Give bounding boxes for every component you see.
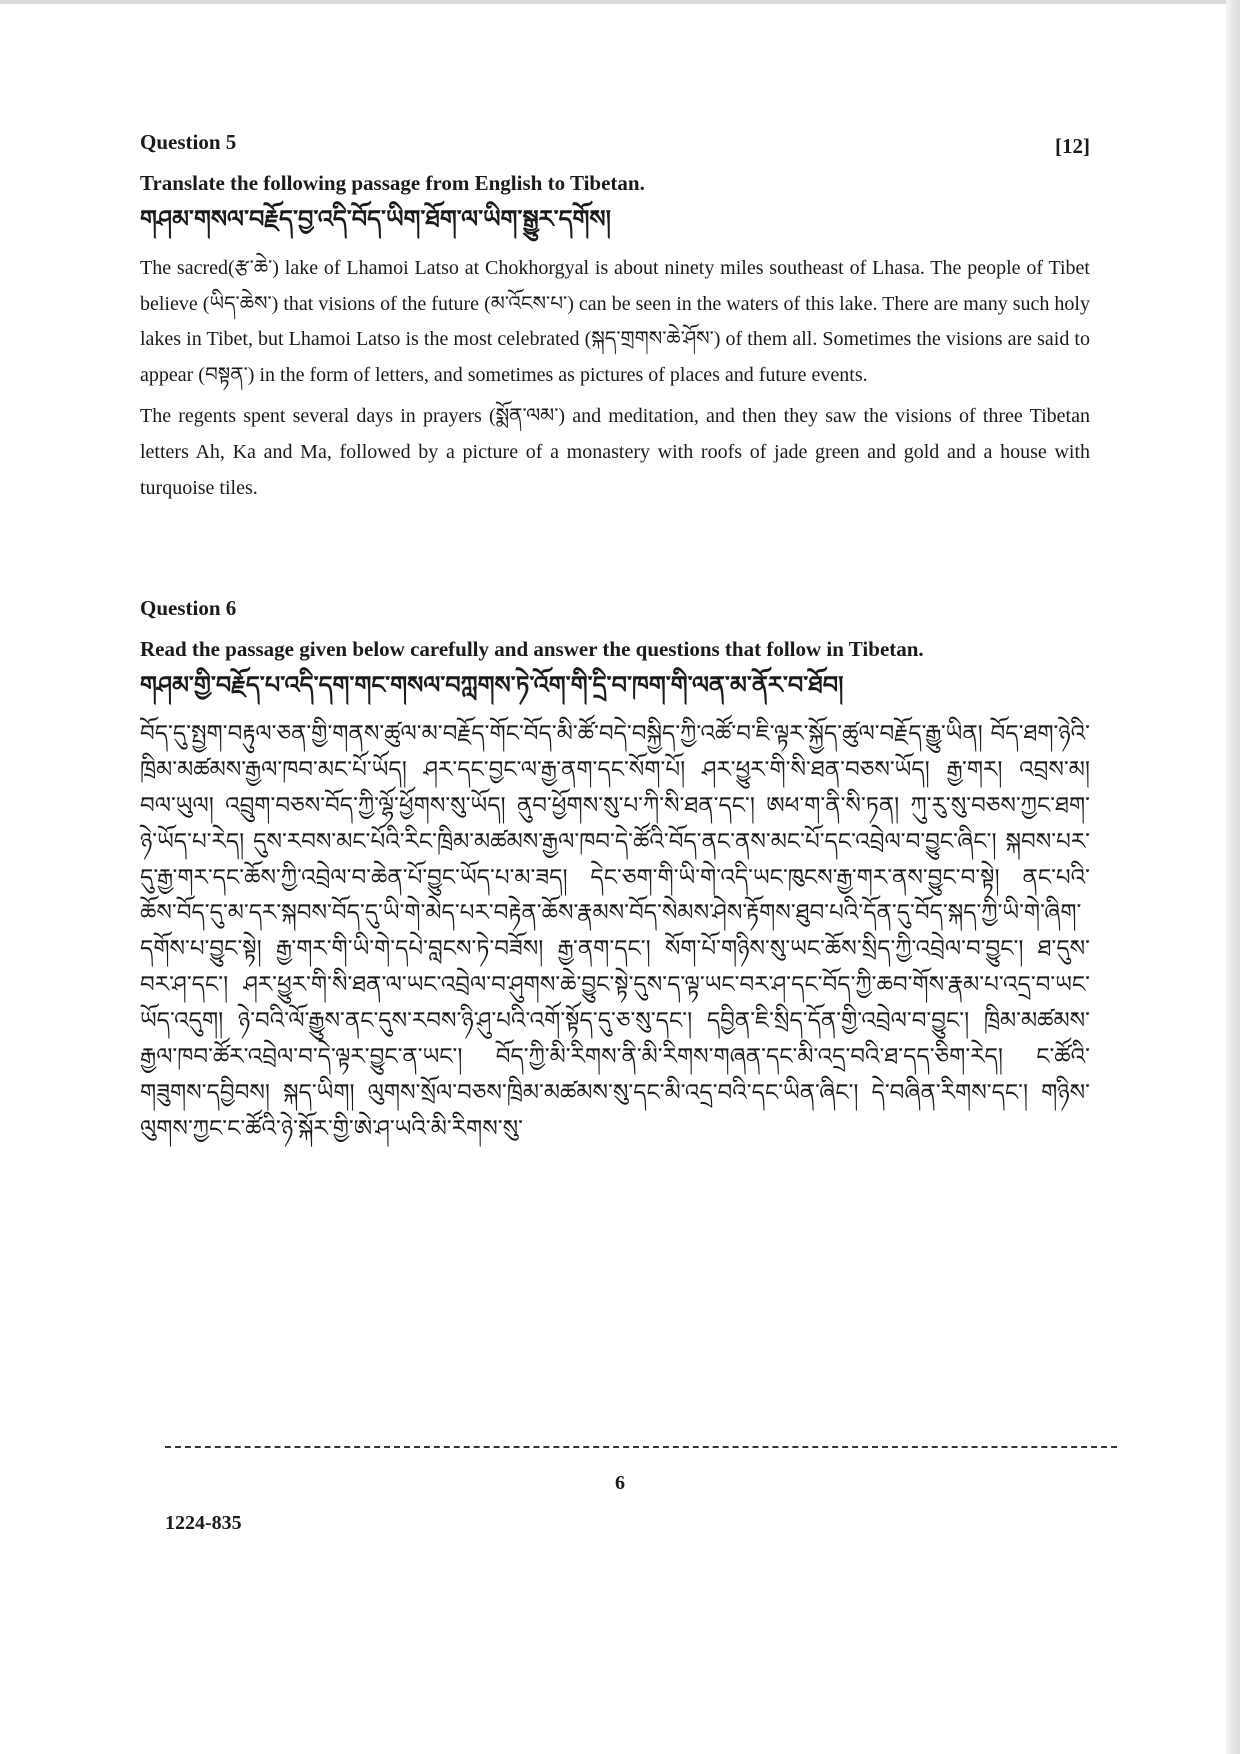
- page-number: 6: [615, 1472, 625, 1494]
- question-6: [140, 596, 1090, 1147]
- question-5-paragraph-2: The regents spent several days in prayers (སྨོན་ལམ་) and meditation, and then they saw the visions of three Tibetan letters Ah, Ka and Ma, followed by a picture of a monastery with roofs of jade green and gold and a house with turquoise tiles.: [140, 405, 1090, 499]
- question-6-instruction-tibetan: གཤམ་གྱི་བརྗོད་པ་འདི་དག་གང་གསལ་བཀླགས་ཏེ་འོག་གི་དྲི་བ་ཁག་གི་ལན་མ་ནོར་བ་ཐོབ།: [140, 671, 844, 700]
- section-gap: [140, 512, 1090, 596]
- question-5: [140, 130, 1090, 506]
- question-5-instruction: Translate the following passage from English to Tibetan.: [140, 171, 645, 195]
- paper-code: 1224-835: [165, 1512, 242, 1534]
- question-5-instruction-tibetan: གཤམ་གསལ་བརྗོད་བྱ་འདི་བོད་ཡིག་ཐོག་ལ་ཡིག་སྒྱུར་དགོས།: [140, 205, 611, 234]
- question-5-heading: Question 5: [140, 130, 237, 154]
- exam-page: [140, 130, 1090, 1148]
- scan-top-shadow: [0, 0, 1240, 4]
- question-marks: [12]: [1055, 134, 1090, 158]
- footer-divider: [165, 1446, 1117, 1448]
- question-6-instruction: Read the passage given below carefully and answer the questions that follow in Tibetan.: [140, 637, 924, 662]
- question-5-paragraph-1: The sacred(རྩ་ཆེ་) lake of Lhamoi Latso at Chokhorgyal is about ninety miles southeast of Lhasa. The people of Tibet believe (ཡིད་ཆེས་) that visions of the future (མ་འོངས་པ་) can be seen in the waters of this lake. There are many such holy lakes in Tibet, but Lhamoi Latso is the most celebrated (སྐད་གྲགས་ཆེ་ཤོས་) of them all. Sometimes the visions are said to appear (བསྟན་) in the form of letters, and sometimes as pictures of places and future events.: [140, 256, 1090, 386]
- question-6-passage: བོད་དུ་སྤྱག་བརྟུལ་ཅན་གྱི་གནས་ཚུལ་མ་བརྗོད་གོང་བོད་མི་ཚོ་བདེ་བསྐྱིད་ཀྱི་འཚོ་བ་ཇི་ལྟར་སྐྱོད་ཚུལ་བརྗོད་རྒྱུ་ཡིན། བོད་ཐག་ཉེའི་ཁྲིམ་མཚམས་རྒྱལ་ཁབ་མང་པོ་ཡོད། ཤར་དང་བྱང་ལ་རྒྱ་ནག་དང་སོག་པོ། ཤར་ཕྱུར་གི་སི་ཐན་བཅས་ཡོད། རྒྱ་གར། འབྲས་མ། བལ་ཡུལ། འབྲུག་བཅས་བོད་ཀྱི་ལྷོ་ཕྱོགས་སུ་ཡོད། ནུབ་ཕྱོགས་སུ་པ་ཀི་སི་ཐན་དང་། ཨཕ་ག་ནི་སི་ཏན། ཀུ་རུ་སུ་བཅས་ཀྱང་ཐག་ཉེ་ཡོད་པ་རེད། དུས་རབས་མང་པོའི་རིང་ཁྲིམ་མཚམས་རྒྱལ་ཁབ་དེ་ཚོའི་བོད་ནང་ནས་མང་པོ་དང་འབྲེལ་བ་བྱུང་ཞིང་། སྐབས་པར་དུ་རྒྱ་གར་དང་ཆོས་ཀྱི་འབྲེལ་བ་ཆེན་པོ་བྱུང་ཡོད་པ་མ་ཟད། དེང་ཅག་གི་ཡི་གེ་འདི་ཡང་ཁུངས་རྒྱ་གར་ནས་བྱུང་བ་སྟེ། ནང་པའི་ཆོས་བོད་དུ་མ་དར་སྐབས་བོད་དུ་ཡི་གེ་མེད་པར་བརྟེན་ཆོས་རྣམས་བོད་སེམས་ཤེས་རྟོགས་ཐུབ་པའི་དོན་དུ་བོད་སྐད་ཀྱི་ཡི་གེ་ཞིག་དགོས་པ་བྱུང་སྟེ། རྒྱ་གར་གི་ཡི་གེ་དཔེ་བླངས་ཏེ་བཟོས། རྒྱ་ནག་དང་། སོག་པོ་གཉིས་སུ་ཡང་ཆོས་སྲིད་ཀྱི་འབྲེལ་བ་བྱུང་། ཐ་དུས་བར་ཤ་དང་། ཤར་ཕྱུར་གི་སི་ཐན་ལ་ཡང་འབྲེལ་བ་ཤུགས་ཆེ་བྱུང་སྟེ་དུས་ད་ལྟ་ཡང་བར་ཤ་དང་བོད་ཀྱི་ཆབ་གོས་རྣམ་པ་འདྲ་བ་ཡང་ཡོད་འདུག། ཉེ་བའི་ལོ་རྒྱུས་ནང་དུས་རབས་ཉི་ཤུ་པའི་འགོ་སྟོད་དུ་ཅ་སུ་དང་། དབྱིན་ཇི་སྲིད་དོན་གྱི་འབྲེལ་བ་བྱུང་། ཁྲིམ་མཚམས་རྒྱལ་ཁབ་ཚོར་འབྲེལ་བ་དེ་ལྟར་བྱུང་ན་ཡང་། བོད་ཀྱི་མི་རིགས་ནི་མི་རིགས་གཞན་དང་མི་འདྲ་བའི་ཐ་དད་ཅིག་རེད། ང་ཚོའི་གཟུགས་དབྱིབས། སྐད་ཡིག། ལུགས་སྲོལ་བཅས་ཁྲིམ་མཚམས་སུ་དང་མི་འདྲ་བའི་དང་ཡིན་ཞིང་། དེ་བཞིན་རིགས་དང་། གཉིས་ལུགས་ཀྱང་ང་ཚོའི་ཉེ་སྐོར་གྱི་ཨེ་ཤ་ཡའི་མི་རིགས་སུ་: [140, 721, 1090, 1142]
- question-6-heading: Question 6: [140, 596, 237, 621]
